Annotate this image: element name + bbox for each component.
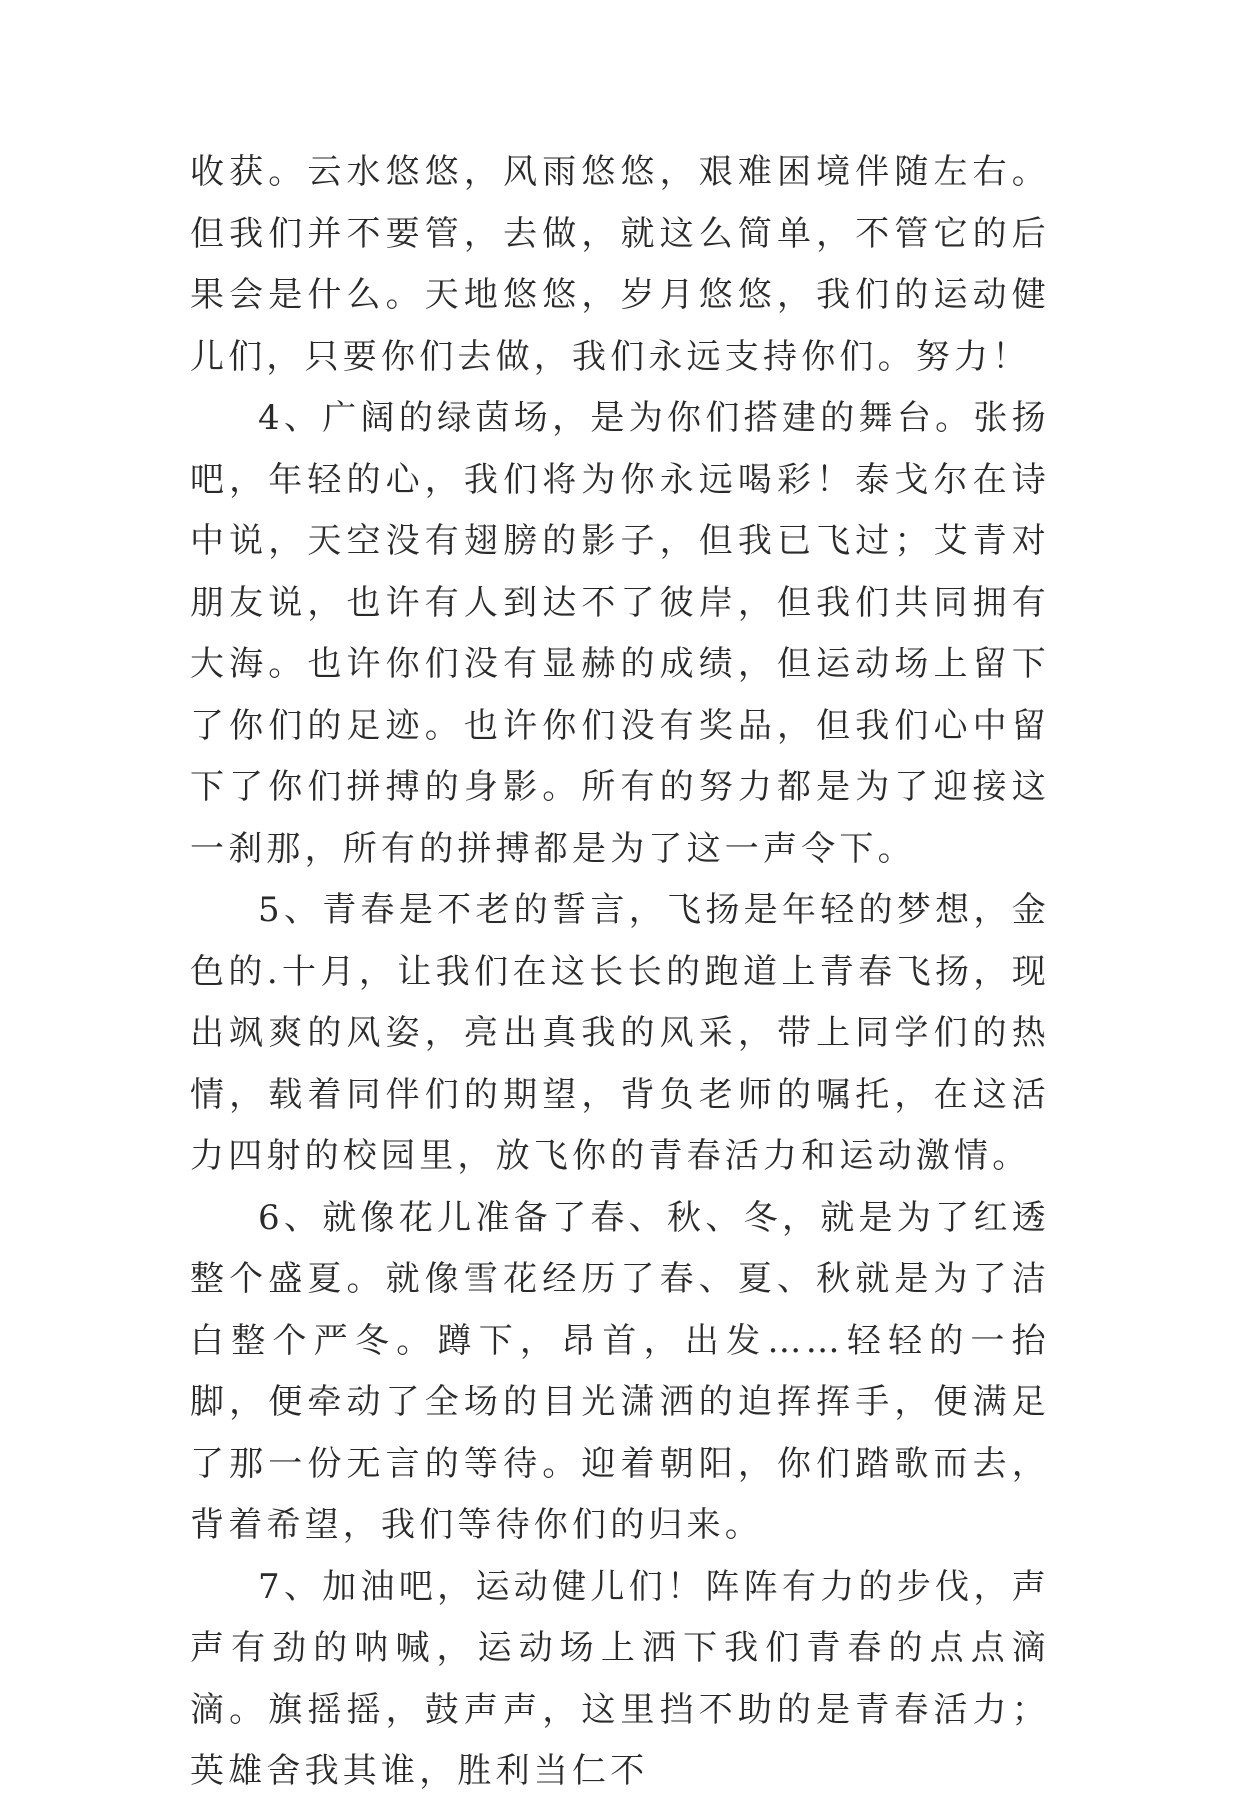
paragraph-item-6: 6、就像花儿准备了春、秋、冬，就是为了红透整个盛夏。就像雪花经历了春、夏、秋就是为了洁白整个严冬。蹲下，昂首，出发……轻轻的一抬脚，便牵动了全场的目光潇洒的迫挥挥手，便满足了那一份无言的等待。迎着朝阳，你们踏歌而去，背着希望，我们等待你们的归来。 [190,1197,1050,1545]
paragraph-item-5: 5、青春是不老的誓言，飞扬是年轻的梦想，金色的.十月，让我们在这长长的跑道上青春飞扬，现出飒爽的风姿，亮出真我的风采，带上同学们的热情，载着同伴们的期望，背负老师的嘱托，在这活力四射的校园里，放飞你的青春活力和运动激情。 [190,890,1050,1176]
paragraph-continuation: 收获。云水悠悠，风雨悠悠，艰难困境伴随左右。但我们并不要管，去做，就这么简单，不管它的后果会是什么。天地悠悠，岁月悠悠，我们的运动健儿们，只要你们去做，我们永远支持你们。努力！ [190,152,1050,377]
paragraph-item-4: 4、广阔的绿茵场，是为你们搭建的舞台。张扬吧，年轻的心，我们将为你永远喝彩！泰戈尔在诗中说，天空没有翅膀的影子，但我已飞过；艾青对朋友说，也许有人到达不了彼岸，但我们共同拥有大海。也许你们没有显赫的成绩，但运动场上留下了你们的足迹。也许你们没有奖品，但我们心中留下了你们拼搏的身影。所有的努力都是为了迎接这一刹那，所有的拼搏都是为了这一声令下。 [190,398,1050,869]
paragraph-item-7: 7、加油吧，运动健儿们！阵阵有力的步伐，声声有劲的呐喊，运动场上洒下我们青春的点点滴滴。旗摇摇，鼓声声，这里挡不助的是青春活力；英雄舍我其谁，胜利当仁不 [190,1566,1050,1791]
document-body [190,142,1050,1803]
